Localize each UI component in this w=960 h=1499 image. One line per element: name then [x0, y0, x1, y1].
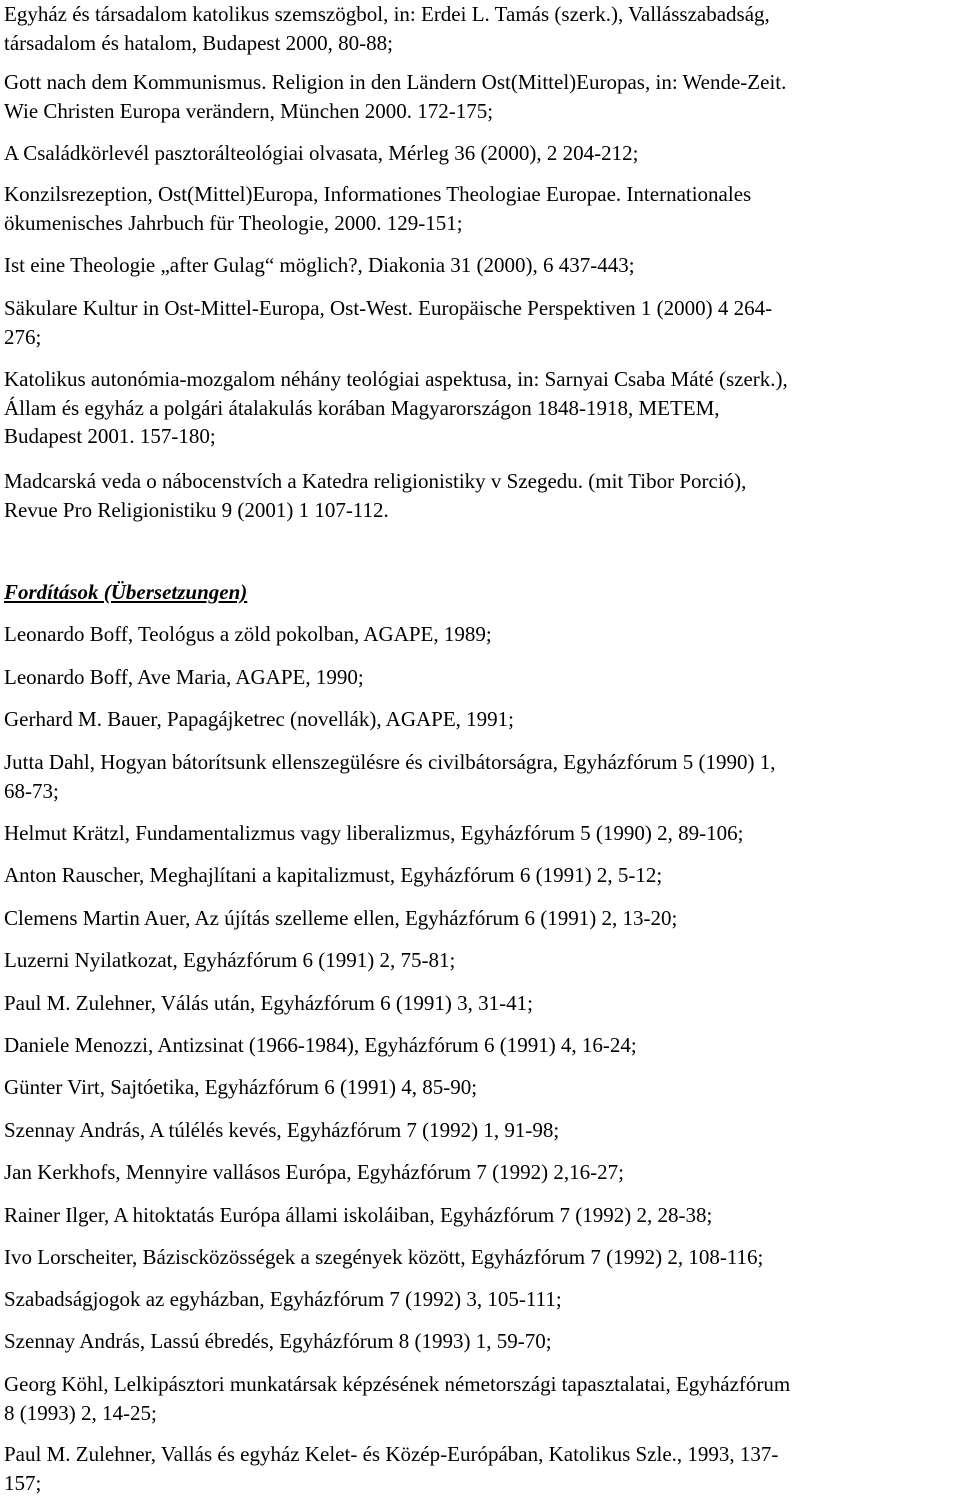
list-item [4, 1370, 954, 1427]
entry-line: Leonardo Boff, Ave Maria, AGAPE, 1990; [4, 665, 364, 689]
list-item [4, 1073, 954, 1102]
section-heading: Fordítások (Übersetzungen) [4, 580, 248, 604]
entry-line: Daniele Menozzi, Antizsinat (1966-1984), Egyházfórum 6 (1991) 4, 16-24; [4, 1033, 637, 1057]
entry-line: Gott nach dem Kommunismus. Religion in den Ländern Ost(Mittel)Europas, in: Wende-Zeit. [4, 70, 787, 94]
entry-line: Madcarská veda o nábocenstvích a Katedra religionistiky v Szegedu. (mit Tibor Porció), [4, 469, 747, 493]
list-item [4, 1327, 954, 1356]
list-item [4, 251, 954, 280]
entry-line: Szabadságjogok az egyházban, Egyházfórum 7 (1992) 3, 105-111; [4, 1287, 562, 1311]
list-item [4, 1116, 954, 1145]
entry-line: Georg Köhl, Lelkipásztori munkatársak képzésének németországi tapasztalatai, Egyházfórum [4, 1372, 791, 1396]
list-item [4, 946, 954, 975]
entry-line: A Családkörlevél pasztorálteológiai olvasata, Mérleg 36 (2000), 2 204-212; [4, 141, 639, 165]
entry-line: Szennay András, A túlélés kevés, Egyházfórum 7 (1992) 1, 91-98; [4, 1118, 560, 1142]
entry-line: Katolikus autonómia-mozgalom néhány teológiai aspektusa, in: Sarnyai Csaba Máté (szerk.), [4, 367, 788, 391]
entry-line: Konzilsrezeption, Ost(Mittel)Europa, Informationes Theologiae Europae. Internationales [4, 182, 752, 206]
list-item [4, 139, 954, 168]
entry-line: Egyház és társadalom katolikus szemszögbol, in: Erdei L. Tamás (szerk.), Vallásszabadság, [4, 2, 770, 26]
entry-line: Günter Virt, Sajtóetika, Egyházfórum 6 (1991) 4, 85-90; [4, 1075, 478, 1099]
entry-line: Ist eine Theologie „after Gulag“ möglich?, Diakonia 31 (2000), 6 437-443; [4, 253, 635, 277]
list-item [4, 748, 954, 805]
list-item [4, 989, 954, 1018]
entry-line: 68-73; [4, 778, 59, 803]
entry-line: Szennay András, Lassú ébredés, Egyházfórum 8 (1993) 1, 59-70; [4, 1329, 552, 1353]
entry-line: ökumenisches Jahrbuch für Theologie, 2000. 129-151; [4, 210, 463, 235]
list-item [4, 68, 954, 125]
list-item [4, 1440, 954, 1497]
entry-line: Luzerni Nyilatkozat, Egyházfórum 6 (1991) 2, 75-81; [4, 948, 456, 972]
entry-line: Clemens Martin Auer, Az újítás szelleme ellen, Egyházfórum 6 (1991) 2, 13-20; [4, 906, 678, 930]
entry-line: Budapest 2001. 157-180; [4, 424, 216, 448]
list-item [4, 0, 954, 57]
list-item [4, 861, 954, 890]
entry-line: Leonardo Boff, Teológus a zöld pokolban, AGAPE, 1989; [4, 622, 492, 646]
list-item [4, 294, 954, 351]
list-item [4, 663, 954, 692]
entry-line: Jutta Dahl, Hogyan bátorítsunk ellenszegülésre és civilbátorságra, Egyházfórum 5 (1990) 1, [4, 750, 776, 774]
entry-line: 276; [4, 324, 42, 349]
entry-line: Wie Christen Europa verändern, München 2000. 172-175; [4, 98, 494, 123]
list-item [4, 467, 954, 524]
list-item [4, 365, 954, 451]
entry-line: Anton Rauscher, Meghajlítani a kapitalizmust, Egyházfórum 6 (1991) 2, 5-12; [4, 863, 663, 887]
list-item [4, 1201, 954, 1230]
entry-line: Revue Pro Religionistiku 9 (2001) 1 107-112. [4, 497, 389, 522]
entry-line: 157; [4, 1470, 42, 1495]
entry-line: Säkulare Kultur in Ost-Mittel-Europa, Ost-West. Europäische Perspektiven 1 (2000) 4 264- [4, 296, 773, 320]
list-item [4, 819, 954, 848]
list-item [4, 1243, 954, 1272]
entry-line: Jan Kerkhofs, Mennyire vallásos Európa, Egyházfórum 7 (1992) 2,16-27; [4, 1160, 624, 1184]
list-item [4, 1158, 954, 1187]
entry-line: társadalom és hatalom, Budapest 2000, 80-88; [4, 30, 394, 55]
list-item [4, 1285, 954, 1314]
entry-line: Rainer Ilger, A hitoktatás Európa állami iskoláiban, Egyházfórum 7 (1992) 2, 28-38; [4, 1203, 713, 1227]
entry-line: Állam és egyház a polgári átalakulás korában Magyarországon 1848-1918, METEM, [4, 395, 720, 420]
list-item [4, 180, 954, 237]
entry-line: Ivo Lorscheiter, Báziscközösségek a szegények között, Egyházfórum 7 (1992) 2, 108-116; [4, 1245, 764, 1269]
entry-line: 8 (1993) 2, 14-25; [4, 1400, 157, 1425]
entry-line: Gerhard M. Bauer, Papagájketrec (novellák), AGAPE, 1991; [4, 707, 515, 731]
entry-line: Paul M. Zulehner, Válás után, Egyházfórum 6 (1991) 3, 31-41; [4, 991, 533, 1015]
list-item [4, 620, 954, 649]
list-item [4, 705, 954, 734]
entry-line: Helmut Krätzl, Fundamentalizmus vagy liberalizmus, Egyházfórum 5 (1990) 2, 89-106; [4, 821, 744, 845]
list-item [4, 1031, 954, 1060]
list-item [4, 904, 954, 933]
entry-line: Paul M. Zulehner, Vallás és egyház Kelet- és Közép-Európában, Katolikus Szle., 1993, 137- [4, 1442, 779, 1466]
